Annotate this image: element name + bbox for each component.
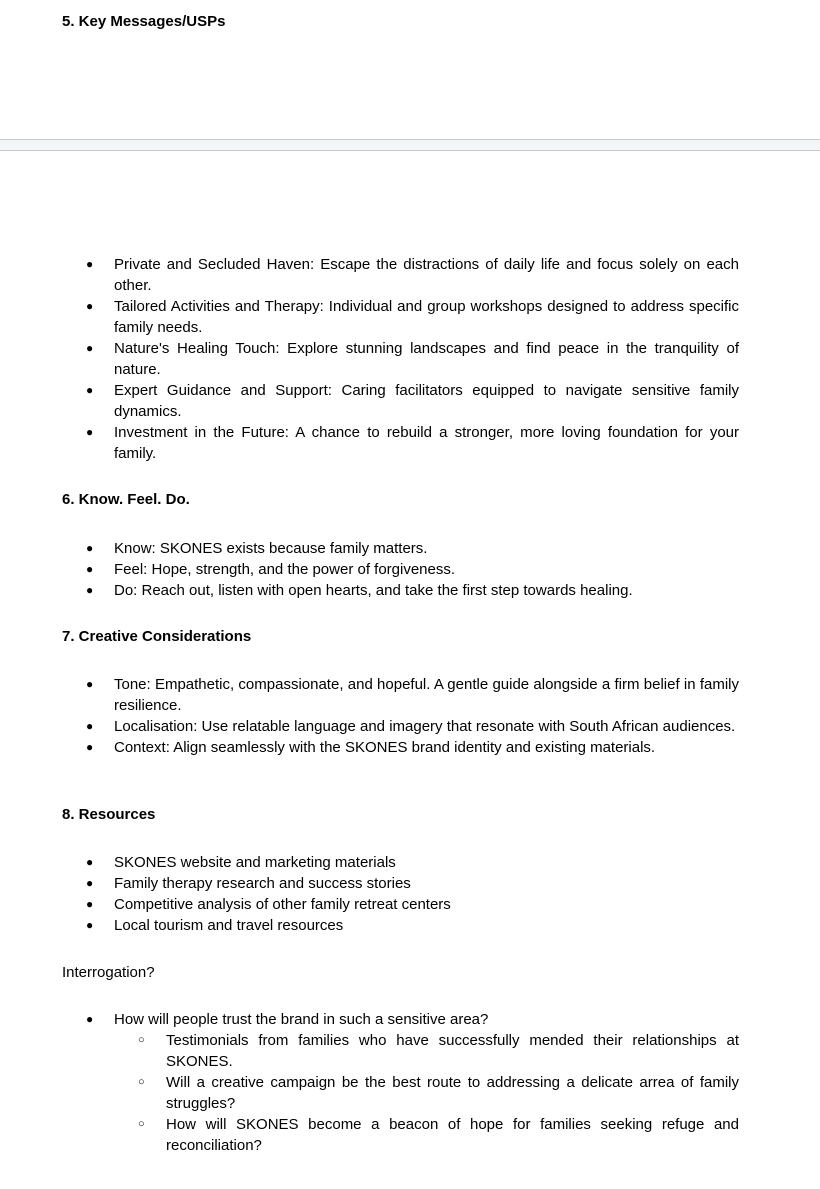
- sub-list-item: ○ How will SKONES become a beacon of hope for families seeking refuge and reconciliation?: [114, 1114, 739, 1156]
- section-8-list: [62, 852, 739, 936]
- section-8-heading: 8. Resources: [62, 806, 156, 823]
- list-item: ● Tone: Empathetic, compassionate, and hopeful. A gentle guide alongside a firm belief in family resilience.: [62, 674, 739, 716]
- list-item: ● Nature's Healing Touch: Explore stunning landscapes and find peace in the tranquility of nature.: [62, 338, 739, 380]
- section-6-list: [62, 538, 739, 601]
- list-item: ● Competitive analysis of other family retreat centers: [62, 894, 739, 915]
- section-6-heading: 6. Know. Feel. Do.: [62, 491, 190, 508]
- interrogation-label: Interrogation?: [62, 964, 155, 981]
- list-item: ● Expert Guidance and Support: Caring facilitators equipped to navigate sensitive family dynamics.: [62, 380, 739, 422]
- list-item: [62, 1009, 739, 1156]
- section-5-heading: 5. Key Messages/USPs: [62, 13, 226, 30]
- list-item: ● Tailored Activities and Therapy: Individual and group workshops designed to address specific family needs.: [62, 296, 739, 338]
- section-7-heading: 7. Creative Considerations: [62, 628, 252, 645]
- list-item: ● Family therapy research and success stories: [62, 873, 739, 894]
- list-item: ● Know: SKONES exists because family matters.: [62, 538, 739, 559]
- interrogation-question: How will people trust the brand in such a sensitive area?: [114, 1011, 489, 1028]
- list-item: ● Context: Align seamlessly with the SKONES brand identity and existing materials.: [62, 737, 739, 758]
- section-5-list: [62, 254, 739, 464]
- interrogation-list: [62, 1009, 739, 1156]
- list-item: ● SKONES website and marketing materials: [62, 852, 739, 873]
- sub-list-item: ○ Will a creative campaign be the best route to addressing a delicate arrea of family struggles?: [114, 1072, 739, 1114]
- page-break: [0, 139, 820, 151]
- section-7-list: [62, 674, 739, 758]
- list-item: ● Localisation: Use relatable language and imagery that resonate with South African audiences.: [62, 716, 739, 737]
- list-item: ● Do: Reach out, listen with open hearts, and take the first step towards healing.: [62, 580, 739, 601]
- list-item: ● Investment in the Future: A chance to rebuild a stronger, more loving foundation for your family.: [62, 422, 739, 464]
- list-item: ● Local tourism and travel resources: [62, 915, 739, 936]
- list-item: ● Feel: Hope, strength, and the power of forgiveness.: [62, 559, 739, 580]
- list-item: ● Private and Secluded Haven: Escape the distractions of daily life and focus solely on each other.: [62, 254, 739, 296]
- sub-list-item: ○ Testimonials from families who have successfully mended their relationships at SKONES.: [114, 1030, 739, 1072]
- interrogation-sublist: [114, 1030, 739, 1156]
